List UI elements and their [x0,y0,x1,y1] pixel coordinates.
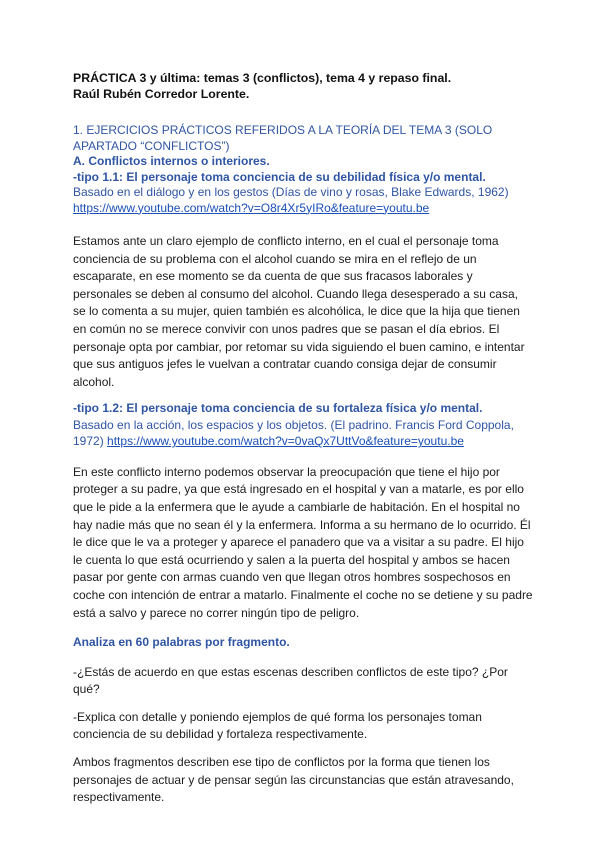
answer-paragraph: Ambos fragmentos describen ese tipo de conflictos por la forma que tienen los personajes de actuar y de pensar según las circunstancias que están atravesando, respectivamente. [73,755,514,805]
tipo-1-2-heading: -tipo 1.2: El personaje toma conciencia de su fortaleza física y/o mental. [73,401,483,416]
tipo-1-1-paragraph: Estamos ante un claro ejemplo de conflicto interno, en el cual el personaje toma conciencia de su problema con el alcohol cuando se mira en el reflejo de un escaparate, en ese momento se da cuenta de que sus fracasos laborales y personales se deben al consumo del alcohol. Cuando llega desesperado a su casa, se lo comenta a su mujer, quien también es alcohólica, le dice que la hija que tienen en común no se merece convivir con unos padres que se pasan el día ebrios. El personaje opta por cambiar, por retomar su vida siguiendo el buen camino, e intentar que sus antiguos jefes le vuelvan a contratar cuando consiga dejar de consumir alcohol. [73,234,525,389]
section-subtitle: A. Conflictos internos o interiores. [73,154,270,168]
tipo-1-1-link[interactable]: https://www.youtube.com/watch?v=O8r4Xr5yIRo&feature=youtu.be [73,200,430,215]
section-title: 1. EJERCICIOS PRÁCTICOS REFERIDOS A LA TEORÍA DEL TEMA 3 (SOLO APARTADO “CONFLICTOS”) [73,123,493,153]
tipo-1-2-source: Basado en la acción, los espacios y los objetos. (El padrino. Francis Ford Coppola, 1972) https://www.youtube.com/watch?v=0vaQx7UttVo&feature=youtu.be [73,417,514,449]
tipo-1-1-source: Basado en el diálogo y en los gestos (Días de vino y rosas, Blake Edwards, 1962) [73,185,509,199]
question-2: -Explica con detalle y poniendo ejemplos de qué forma los personajes toman conciencia de su debilidad y fortaleza respectivamente. [73,709,482,742]
document-page [73,70,533,807]
practice-title: PRÁCTICA 3 y última: temas 3 (conflictos), tema 4 y repaso final. [73,71,452,85]
question-1: -¿Estás de acuerdo en que estas escenas describen conflictos de este tipo? ¿Por qué? [73,664,508,697]
tipo-1-1-heading: -tipo 1.1: El personaje toma conciencia de su debilidad física y/o mental. [73,169,486,184]
analysis-title: Analiza en 60 palabras por fragmento. [73,635,290,650]
author-name: Raúl Rubén Corredor Lorente. [73,87,250,101]
tipo-1-2-link[interactable]: https://www.youtube.com/watch?v=0vaQx7UttVo&feature=youtu.be [107,434,464,449]
tipo-1-2-paragraph: En este conflicto interno podemos observar la preocupación que tiene el hijo por proteger a su padre, ya que está ingresado en el hospital y van a matarle, es por ello que le pide a la enfermera que le ayude a cambiarle de habitación. En el hospital no hay nadie más que no sean él y la enfermera. Informa a su hermano de lo ocurrido. Él le dice que le va a proteger y aparece el panadero que va a visitar a su padre. El hijo le cuenta lo que está ocurriendo y salen a la puerta del hospital y ambos se hacen pasar por gente con armas cuando ven que llegan otros hombres sospechosos en coche con intención de entrar a matarlo. Finalmente el coche no se detiene y su padre está a salvo y parece no correr ningún tipo de peligro. [73,464,533,620]
